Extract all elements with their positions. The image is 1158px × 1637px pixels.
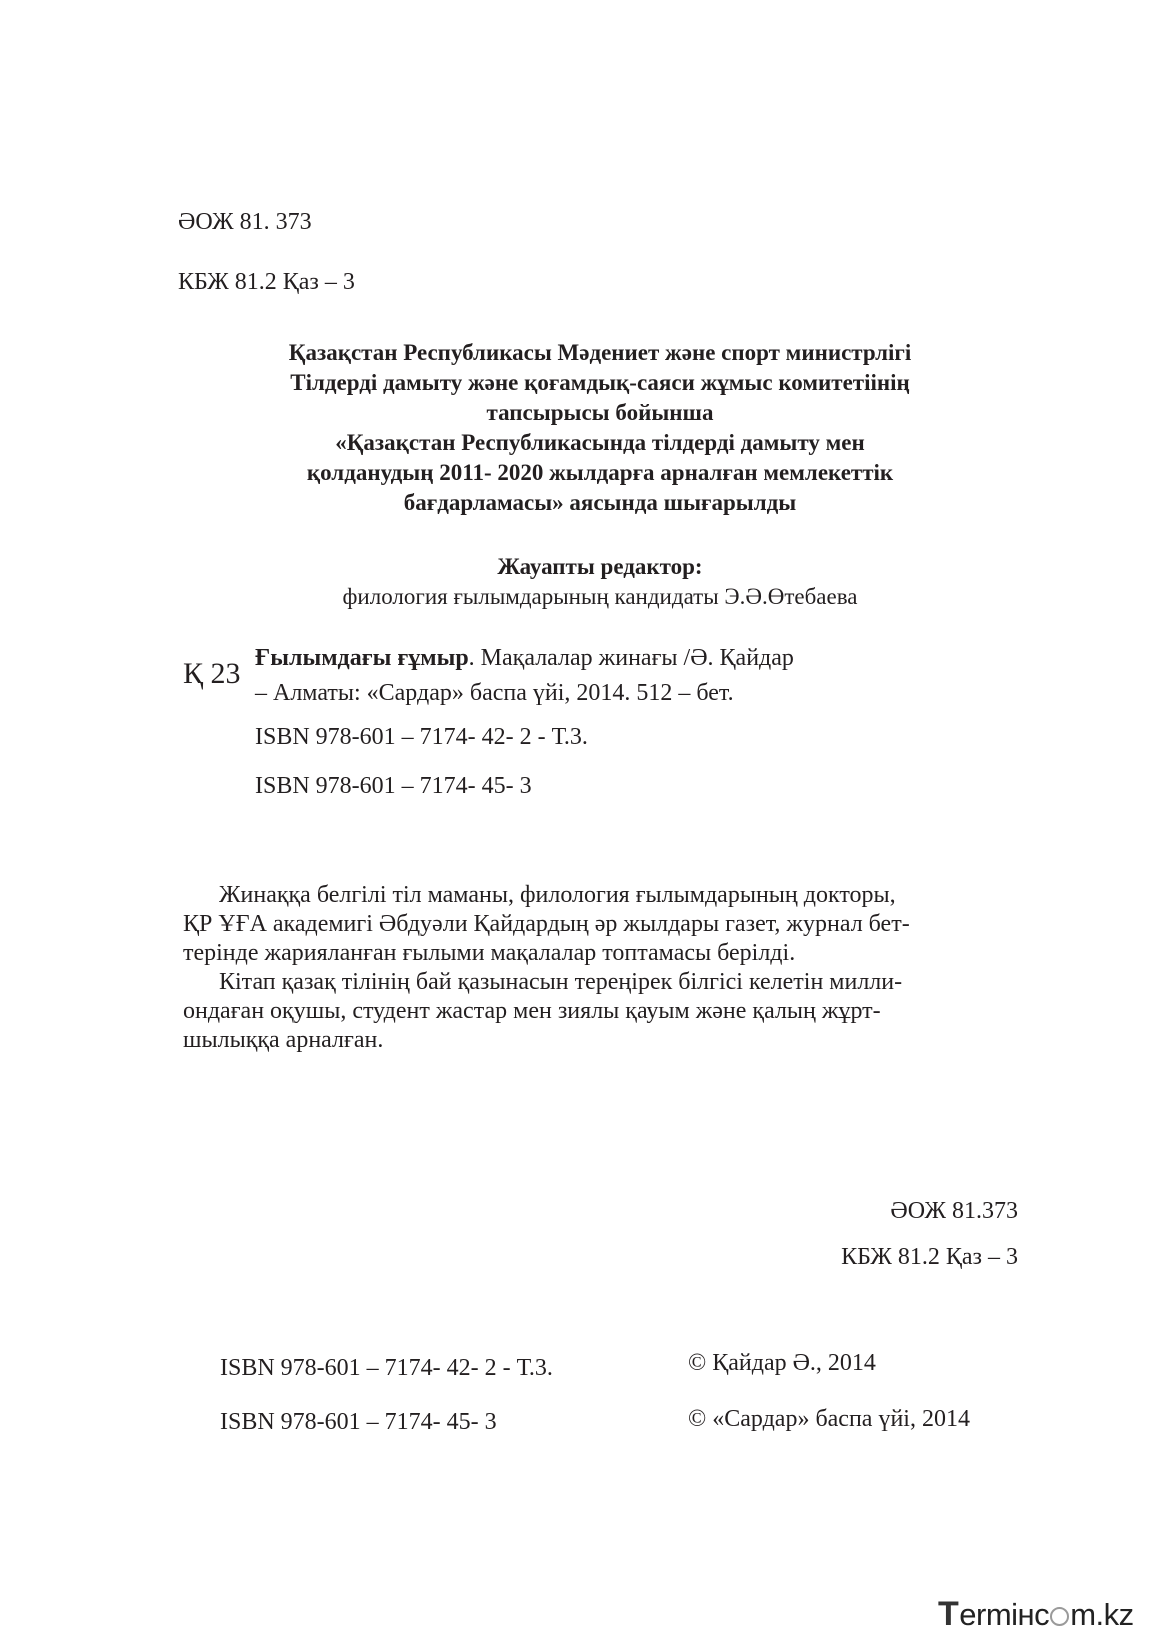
editor-name: филология ғылымдарының кандидаты Э.Ә.Өтебаева bbox=[342, 584, 858, 609]
abstract-line: терінде жарияланған ғылыми мақалалар топтамасы берілді. bbox=[183, 940, 796, 966]
catalog-isbn-1: ISBN 978-601 – 7174- 42- 2 - Т.3. bbox=[255, 724, 588, 750]
editor-block bbox=[160, 552, 1040, 612]
abstract bbox=[183, 881, 1027, 1055]
editor-label: Жауапты редактор: bbox=[497, 554, 703, 579]
publication-info: – Алматы: «Сардар» баспа үйі, 2014. 512 – бет. bbox=[255, 680, 734, 706]
sponsor-line: Тілдерді дамыту және қоғамдық-саяси жұмыс комитетіінің bbox=[290, 370, 910, 395]
abstract-line: ҚР ҰҒА академигі Әбдуәли Қайдардың әр жылдары газет, журнал бет- bbox=[183, 911, 910, 937]
logo-text-part2: m.kz bbox=[1070, 1597, 1134, 1632]
abstract-line: ондаған оқушы, студент жастар мен зиялы қауым және қалың жұрт- bbox=[183, 998, 881, 1024]
catalog-title-line bbox=[255, 644, 794, 672]
logo-t-glyph: T bbox=[938, 1595, 959, 1633]
footer-isbn-2: ISBN 978-601 – 7174- 45- 3 bbox=[220, 1409, 497, 1435]
logo-o-icon bbox=[1050, 1607, 1069, 1626]
abstract-line: Жинаққа белгілі тіл маманы, филология ғылымдарының докторы, bbox=[219, 882, 896, 908]
footer-udc-code: ӘОЖ 81.373 bbox=[890, 1198, 1018, 1224]
udc-code: ӘОЖ 81. 373 bbox=[178, 209, 312, 235]
footer-bbk-code: КБЖ 81.2 Қаз – 3 bbox=[841, 1244, 1018, 1270]
abstract-line: шылыққа арналған. bbox=[183, 1027, 384, 1053]
sponsor-block bbox=[160, 338, 1040, 518]
termincom-logo bbox=[938, 1596, 1134, 1633]
abstract-line: Кітап қазақ тілінің бай қазынасын тереңірек білгісі келетін милли- bbox=[219, 969, 903, 995]
sponsor-line: Қазақстан Республикасы Мәдениет және спорт министрлігі bbox=[288, 340, 912, 365]
footer-isbn-1: ISBN 978-601 – 7174- 42- 2 - Т.3. bbox=[220, 1355, 553, 1381]
catalog-isbn-2: ISBN 978-601 – 7174- 45- 3 bbox=[255, 773, 532, 799]
sponsor-line: қолданудың 2011- 2020 жылдарға арналған мемлекеттік bbox=[306, 460, 894, 485]
book-subtitle: . Мақалалар жинағы /Ә. Қайдар bbox=[468, 645, 794, 671]
logo-text-part1: ermінc bbox=[959, 1597, 1050, 1632]
copyright-author: © Қайдар Ә., 2014 bbox=[688, 1350, 876, 1376]
catalog-mark: Қ 23 bbox=[183, 657, 241, 690]
sponsor-line: тапсырысы бойынша bbox=[486, 400, 714, 425]
sponsor-line: бағдарламасы» аясында шығарылды bbox=[403, 490, 797, 515]
copyright-publisher: © «Сардар» баспа үйі, 2014 bbox=[688, 1406, 970, 1432]
book-title: Ғылымдағы ғұмыр bbox=[255, 645, 469, 671]
bbk-code: КБЖ 81.2 Қаз – 3 bbox=[178, 269, 355, 295]
sponsor-line: «Қазақстан Республикасында тілдерді дамыту мен bbox=[335, 430, 865, 455]
